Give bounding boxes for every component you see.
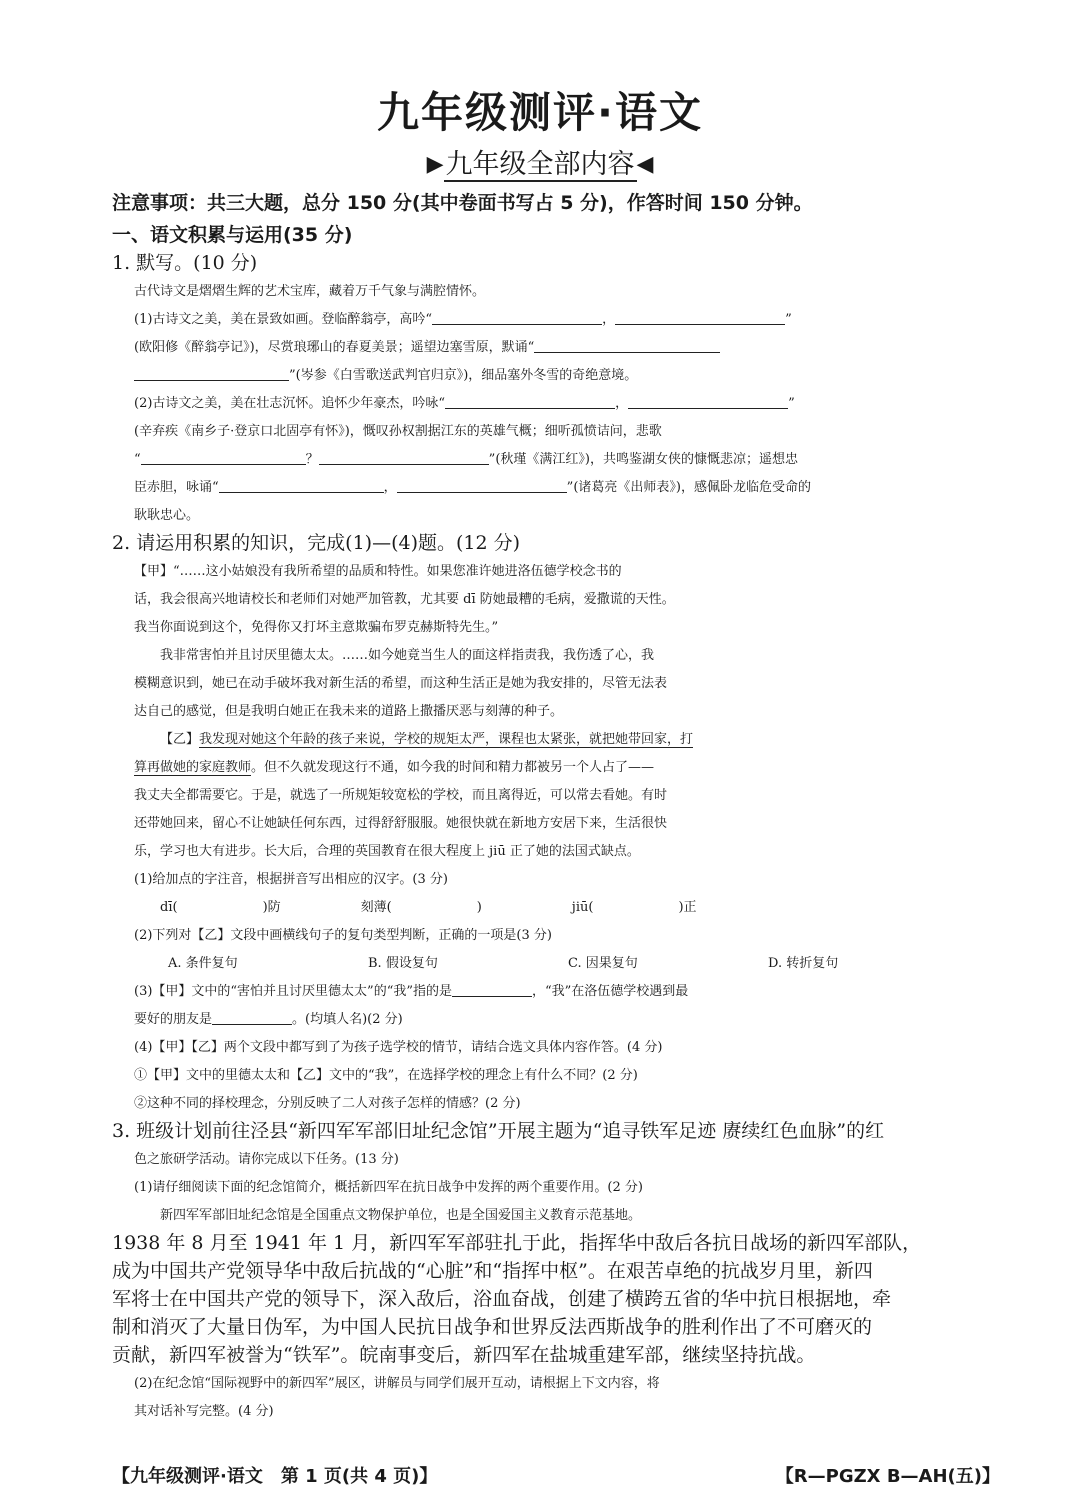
answer-blank[interactable] — [319, 446, 489, 465]
answer-blank[interactable] — [534, 334, 720, 353]
subtitle-text: 九年级全部内容 — [445, 149, 635, 180]
answer-blank[interactable] — [615, 306, 785, 325]
passage-yi-line: 我丈夫全都需要它。于是，就选了一所规矩较宽松的学校，而且离得近，可以常去看她。有时 — [134, 788, 668, 803]
q2-sub1: (1)给加点的字注音，根据拼音写出相应的汉字。(3 分) — [134, 872, 448, 887]
q1-part2-line1: (2)古诗文之美，美在壮志沉怀。追怀少年豪杰，吟咏“ ， ” — [134, 390, 1024, 417]
option-d[interactable]: D. 转折复句 — [768, 956, 839, 971]
museum-intro-line: 1938 年 8 月至 1941 年 1 月，新四军军部驻扎于此，指挥华中敌后各抗日战场的新四军部队， — [112, 1232, 922, 1254]
page-subtitle — [0, 142, 1080, 181]
q2-sub3-line1: (3)【甲】文中的“害怕并且讨厌里德太太”的“我”指的是 ，“我”在洛伍德学校遇到最 — [134, 978, 1024, 1005]
passage-yi-line: 算再做她的家庭教师。但不久就发现这行不通，如今我的时间和精力都被另一个人占了—— — [134, 760, 655, 775]
answer-blank[interactable] — [628, 390, 788, 409]
museum-intro-line: 新四军军部旧址纪念馆是全国重点文物保护单位，也是全国爱国主义教育示范基地。 — [160, 1208, 642, 1223]
footer-left: 【九年级测评·语文 第 1 页(共 4 页)】 — [112, 1466, 438, 1487]
answer-blank[interactable] — [141, 446, 306, 465]
passage-jia-line: 【甲】“……这小姑娘没有我所希望的品质和特性。如果您准许她进洛伍德学校念书的 — [134, 564, 622, 579]
museum-intro-line: 成为中国共产党领导华中敌后抗战的“心脏”和“指挥中枢”。在艰苦卓绝的抗战岁月里，新四 — [112, 1260, 873, 1282]
q1-title: 1. 默写。(10 分) — [112, 252, 258, 274]
answer-blank[interactable] — [452, 978, 532, 997]
q3-title-line1: 3. 班级计划前往泾县“新四军军部旧址纪念馆”开展主题为“追寻铁军足迹 赓续红色血脉”的红 — [112, 1120, 885, 1142]
q2-sub4-part1: ①【甲】文中的里德太太和【乙】文中的“我”，在选择学校的理念上有什么不同？(2 分) — [134, 1068, 638, 1083]
passage-jia-line: 我当你面说到这个，免得你又打坏主意欺骗布罗克赫斯特先生。” — [134, 620, 499, 635]
q1-part1-line3: ”(岑参《白雪歌送武判官归京》)，细品塞外冬雪的奇绝意境。 — [134, 362, 1024, 389]
q3-sub1: (1)请仔细阅读下面的纪念馆简介，概括新四军在抗日战争中发挥的两个重要作用。(2 分) — [134, 1180, 643, 1195]
passage-yi-line: 还带她回来，留心不让她缺任何东西，过得舒舒服服。她很快就在新地方安居下来，生活很快 — [134, 816, 668, 831]
option-b[interactable]: B. 假设复句 — [368, 956, 438, 971]
section-heading: 一、语文积累与运用(35 分) — [112, 224, 353, 246]
option-a[interactable]: A. 条件复句 — [168, 956, 238, 971]
q2-sub2-options — [168, 950, 1058, 977]
q1-part2-line5: 耿耿忠心。 — [134, 508, 200, 523]
museum-intro-line: 制和消灭了大量日伪军，为中国人民抗日战争和世界反法西斯战争的胜利作出了不可磨灭的 — [112, 1316, 873, 1338]
page-title: 九年级测评·语文 — [377, 88, 703, 137]
answer-blank[interactable] — [212, 1006, 292, 1025]
option-c[interactable]: C. 因果复句 — [568, 956, 638, 971]
passage-yi-line: 乐，学习也大有进步。长大后，合理的英国教育在很大程度上 jiū 正了她的法国式缺点。 — [134, 844, 640, 859]
q3-title-line2: 色之旅研学活动。请你完成以下任务。(13 分) — [134, 1152, 399, 1167]
q2-sub1-answers: dī( )防 刻薄( ) jiū( )正 — [160, 900, 697, 915]
triangle-right-icon: ▶ — [426, 152, 444, 177]
q1-part2-line3: “ ？ ”(秋瑾《满江红》)，共鸣鉴湖女侠的慷慨悲凉；遥想忠 — [134, 446, 1024, 473]
q3-sub2-line2: 其对话补写完整。(4 分) — [134, 1404, 274, 1419]
answer-blank[interactable] — [432, 306, 602, 325]
notice: 注意事项：共三大题，总分 150 分(其中卷面书写占 5 分)，作答时间 150 分钟。 — [112, 192, 813, 214]
q1-part1-line2: (欧阳修《醉翁亭记》)，尽赏琅琊山的春夏美景；遥望边塞雪原，默诵“ — [134, 334, 1024, 361]
answer-blank[interactable] — [219, 474, 384, 493]
triangle-left-icon: ◀ — [636, 152, 654, 177]
answer-blank[interactable] — [134, 362, 289, 381]
q2-sub4: (4)【甲】【乙】两个文段中都写到了为孩子选学校的情节，请结合选文具体内容作答。(4 分) — [134, 1040, 663, 1055]
q1-part2-line2: (辛弃疾《南乡子·登京口北固亭有怀》)，慨叹孙权割据江东的英雄气概；细听孤愤诘问，悲歌 — [134, 424, 662, 439]
underlined-sentence: 算再做她的家庭教师 — [134, 760, 252, 775]
museum-intro-line: 贡献，新四军被誉为“铁军”。皖南事变后，新四军在盐城重建军部，继续坚持抗战。 — [112, 1344, 816, 1366]
underlined-sentence: 我发现对她这个年龄的孩子来说，学校的规矩太严，课程也太紧张，就把她带回家，打 — [199, 732, 694, 747]
q2-sub4-part2: ②这种不同的择校理念，分别反映了二人对孩子怎样的情感？(2 分) — [134, 1096, 521, 1111]
passage-jia-line: 我非常害怕并且讨厌里德太太。……如今她竟当生人的面这样指责我，我伤透了心，我 — [160, 648, 655, 663]
q3-sub2-line1: (2)在纪念馆“国际视野中的新四军”展区，讲解员与同学们展开互动，请根据上下文内容，将 — [134, 1376, 660, 1391]
footer-right: 【R—PGZX B—AH(五)】 — [775, 1466, 1000, 1487]
passage-jia-line: 达自己的感觉，但是我明白她正在我未来的道路上撒播厌恶与刻薄的种子。 — [134, 704, 564, 719]
passage-jia-line: 模糊意识到，她已在动手破坏我对新生活的希望，而这种生活正是她为我安排的，尽管无法表 — [134, 676, 668, 691]
q1-part2-line4: 臣赤胆，咏诵“ ， ”(诸葛亮《出师表》)，感佩卧龙临危受命的 — [134, 474, 1024, 501]
q2-title: 2. 请运用积累的知识，完成(1)—(4)题。(12 分) — [112, 532, 521, 554]
q2-sub3-line2: 要好的朋友是 。(均填人名)(2 分) — [134, 1006, 1024, 1033]
q2-sub2: (2)下列对【乙】文段中画横线句子的复句类型判断，正确的一项是(3 分) — [134, 928, 552, 943]
q1-part1-line1: (1)古诗文之美，美在景致如画。登临醉翁亭，高吟“ ， ” — [134, 306, 1024, 333]
museum-intro-line: 军将士在中国共产党的领导下，深入敌后，浴血奋战，创建了横跨五省的华中抗日根据地，牵 — [112, 1288, 892, 1310]
q1-intro: 古代诗文是熠熠生辉的艺术宝库，藏着万千气象与满腔情怀。 — [134, 284, 486, 299]
answer-blank[interactable] — [445, 390, 615, 409]
answer-blank[interactable] — [397, 474, 567, 493]
passage-yi-line: 【乙】我发现对她这个年龄的孩子来说，学校的规矩太严，课程也太紧张，就把她带回家，打 — [160, 732, 694, 747]
passage-jia-line: 话，我会很高兴地请校长和老师们对她严加管教，尤其要 dī 防她最糟的毛病，爱撒谎的天性。 — [134, 592, 675, 607]
